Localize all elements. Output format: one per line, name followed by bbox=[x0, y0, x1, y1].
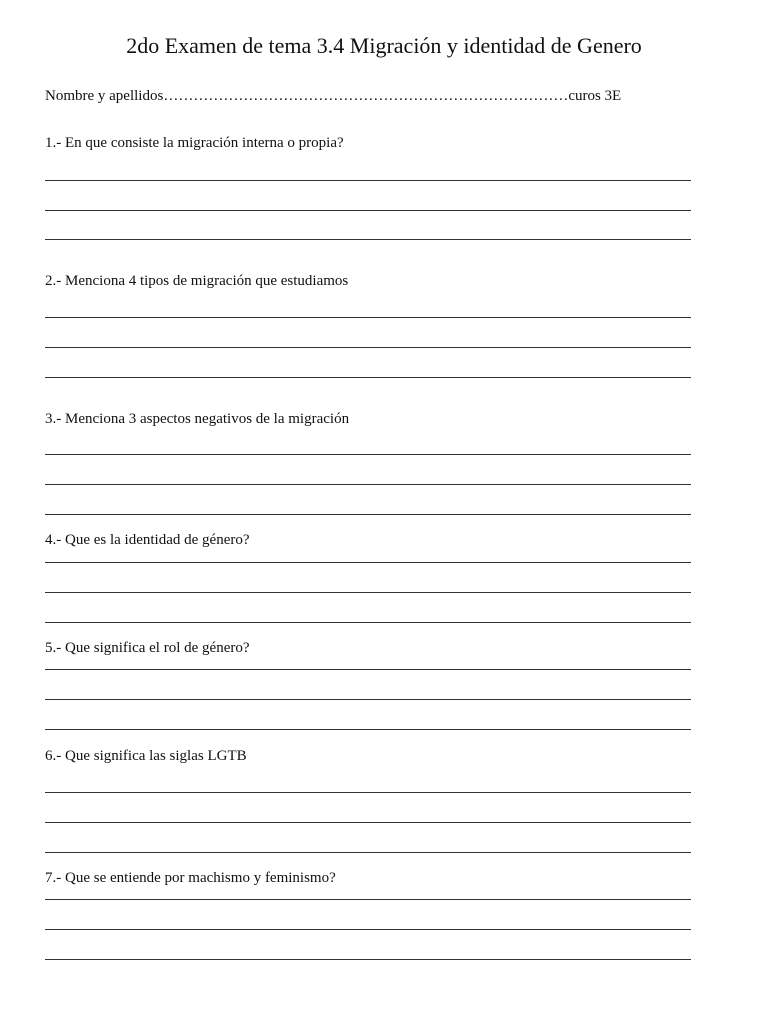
question-1: 1.- En que consiste la migración interna o propia? bbox=[45, 135, 344, 151]
question-6: 6.- Que significa las siglas LGTB bbox=[45, 748, 247, 764]
answer-line bbox=[45, 514, 691, 515]
answer-line bbox=[45, 347, 691, 348]
answer-line bbox=[45, 959, 691, 960]
answer-line bbox=[45, 180, 691, 181]
answer-line bbox=[45, 929, 691, 930]
question-3: 3.- Menciona 3 aspectos negativos de la migración bbox=[45, 411, 350, 427]
question-7: 7.- Que se entiende por machismo y feminismo? bbox=[45, 870, 336, 886]
answer-line bbox=[45, 792, 691, 793]
name-dotted-blank: ……………………………………………………………………… bbox=[163, 88, 569, 104]
answer-line bbox=[45, 377, 691, 378]
question-4: 4.- Que es la identidad de género? bbox=[45, 532, 250, 548]
answer-line bbox=[45, 852, 691, 853]
answer-line bbox=[45, 669, 691, 670]
question-2: 2.- Menciona 4 tipos de migración que estudiamos bbox=[45, 273, 349, 289]
answer-line bbox=[45, 622, 691, 623]
answer-line bbox=[45, 822, 691, 823]
answer-line bbox=[45, 454, 691, 455]
answer-line bbox=[45, 729, 691, 730]
answer-line bbox=[45, 210, 691, 211]
name-label: Nombre y apellidos bbox=[45, 88, 164, 104]
answer-line bbox=[45, 484, 691, 485]
answer-line bbox=[45, 562, 691, 563]
exam-title: 2do Examen de tema 3.4 Migración y identidad de Genero bbox=[126, 33, 642, 58]
answer-line bbox=[45, 899, 691, 900]
student-name-line bbox=[45, 86, 621, 106]
question-5: 5.- Que significa el rol de género? bbox=[45, 640, 250, 656]
answer-line bbox=[45, 592, 691, 593]
answer-line bbox=[45, 239, 691, 240]
answer-line bbox=[45, 699, 691, 700]
course-label: curos 3E bbox=[568, 88, 622, 104]
answer-line bbox=[45, 317, 691, 318]
